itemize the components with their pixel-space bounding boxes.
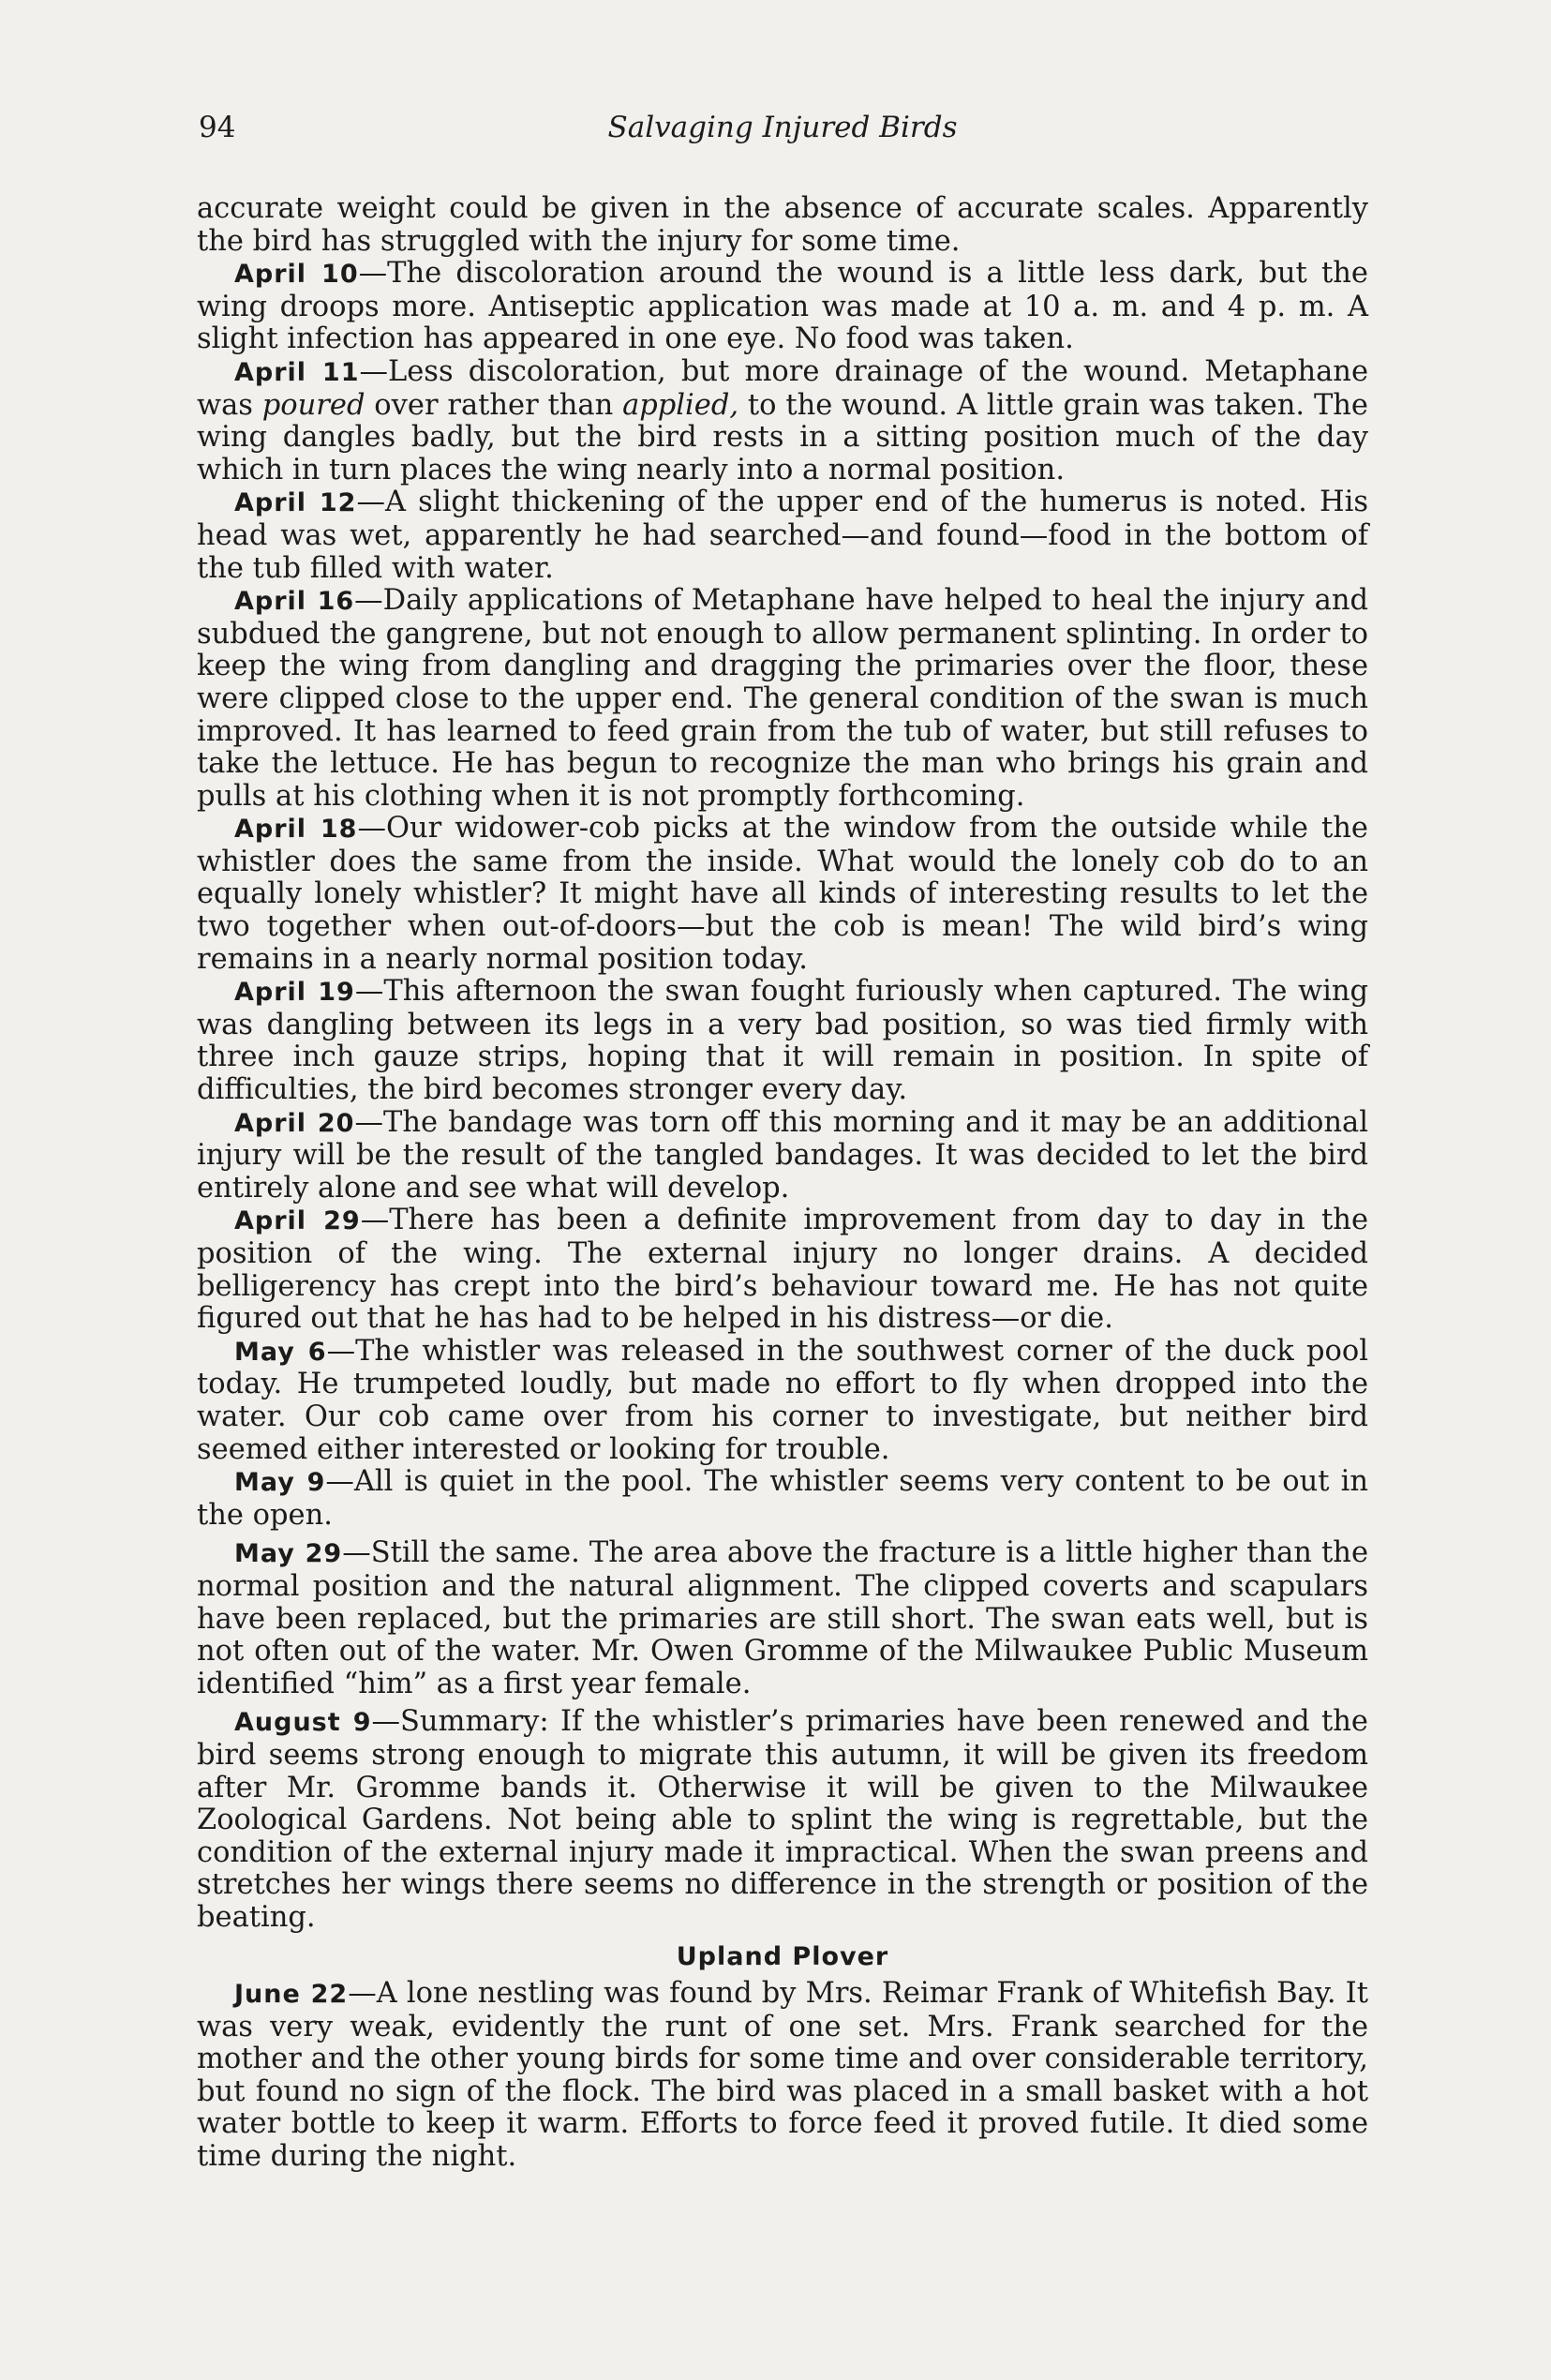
entry-april-18 bbox=[197, 813, 1368, 976]
entry-text: —The bandage was torn off this morning and it may be an additional injury will be the result of the tangled bandages. It was decided to let the bird entirely alone and see what will develop. bbox=[197, 1105, 1368, 1205]
entry-date: June 22 bbox=[234, 1980, 349, 2010]
entry-text: —The discoloration around the wound is a little less dark, but the wing droops more. Antiseptic application was made at 10 a. m. and 4 p. m. A slight infection has appeared in one eye. No food was taken. bbox=[197, 257, 1368, 356]
entry-april-16 bbox=[197, 585, 1368, 813]
entry-text: —All is quiet in the pool. The whistler seems very content to be out in the open. bbox=[197, 1465, 1368, 1532]
entry-april-19 bbox=[197, 976, 1368, 1106]
entry-text: —Daily applications of Metaphane have helped to heal the injury and subdued the gangrene, but not enough to allow permanent splinting. In order to keep the wing from dangling and dragging the primaries over the floor, these were clipped close to the upper end. The general condition of the swan is much improved. It has learned to feed grain from the tub of water, but still refuses to take the lettuce. He has begun to recognize the man who brings his grain and pulls at his clothing when it is not promptly forthcoming. bbox=[197, 584, 1368, 813]
entry-date: April 10 bbox=[234, 260, 359, 290]
entry-date: August 9 bbox=[234, 1708, 372, 1738]
entry-text: over rather than bbox=[365, 388, 623, 422]
entry-text: —The whistler was released in the southwest corner of the duck pool today. He trumpeted loudly, but made no effort to fly when dropped into the water. Our cob came over from his corner to investigate, but neither bird seemed either interested or looking for trouble. bbox=[197, 1334, 1368, 1466]
entry-april-29 bbox=[197, 1205, 1368, 1335]
entry-date: April 12 bbox=[234, 488, 357, 518]
entry-date: April 19 bbox=[234, 978, 355, 1008]
entry-emphasis: applied, bbox=[622, 388, 739, 422]
intro-paragraph bbox=[197, 193, 1368, 258]
entry-text: —Summary: If the whistler’s primaries have been renewed and the bird seems strong enough to migrate this autumn, it will be given its freedom after Mr. Gromme bands it. Otherwise it will be given to the Milwaukee Zoological Gardens. Not being able to splint the wing is regrettable, but the condition of the external injury made it impractical. When the swan preens and stretches her wings there seems no difference in the strength or position of the beating. bbox=[197, 1705, 1368, 1934]
entry-date: May 9 bbox=[234, 1468, 326, 1498]
entry-date: April 18 bbox=[234, 815, 358, 845]
section-heading: Upland Plover bbox=[676, 1942, 889, 1972]
entry-text: —There has been a definite improvement from day to day in the position of the wing. The external injury no longer drains. A decided belligerency has crept into the bird’s behaviour toward me. He has not quite figured out that he has had to be helped in his distress—or die. bbox=[197, 1204, 1368, 1336]
entry-date: May 6 bbox=[234, 1337, 327, 1367]
intro-text: accurate weight could be given in the absence of accurate scales. Apparently the bird has struggled with the injury for some time. bbox=[197, 192, 1368, 258]
entry-may-29 bbox=[197, 1537, 1368, 1700]
page-number: 94 bbox=[199, 111, 236, 144]
entry-may-6 bbox=[197, 1336, 1368, 1466]
entry-august-9 bbox=[197, 1706, 1368, 1934]
entry-april-10 bbox=[197, 258, 1368, 356]
entry-may-9 bbox=[197, 1466, 1368, 1532]
entry-april-12 bbox=[197, 486, 1368, 585]
entry-date: April 20 bbox=[234, 1108, 355, 1138]
entry-text: —This afternoon the swan fought furiously when captured. The wing was dangling between its legs in a very bad position, so was tied firmly with three inch gauze strips, hoping that it will remain in position. In spite of difficulties, the bird becomes stronger every day. bbox=[197, 975, 1369, 1107]
entry-text: to the wound. A little grain was taken. The wing dangles badly, but the bird rests in a sitting position much of the day which in turn places the wing nearly into a normal position. bbox=[197, 388, 1368, 486]
entry-text: —Still the same. The area above the fracture is a little higher than the normal position and the natural alignment. The clipped coverts and scapulars have been replaced, but the primaries are still short. The swan eats well, but is not often out of the water. Mr. Owen Gromme of the Milwaukee Public Museum identified “him” as a first year female. bbox=[197, 1536, 1368, 1700]
entry-emphasis: poured bbox=[261, 388, 365, 422]
entry-april-11 bbox=[197, 356, 1368, 486]
running-title: Salvaging Injured Birds bbox=[607, 111, 958, 144]
entry-date: April 29 bbox=[234, 1206, 361, 1236]
entry-date: April 16 bbox=[234, 587, 355, 617]
entry-text: —Less discoloration, but more drainage of the wound. Metaphane was bbox=[197, 354, 1368, 422]
running-head bbox=[199, 111, 1366, 154]
entry-june-22 bbox=[197, 1978, 1368, 2174]
body-text bbox=[197, 193, 1368, 2174]
entry-text: —A lone nestling was found by Mrs. Reimar Frank of Whitefish Bay. It was very weak, evidently the runt of one set. Mrs. Frank searched for the mother and the other young birds for some time and over considerable territory, but found no sign of the flock. The bird was placed in a small basket with a hot water bottle to keep it warm. Efforts to force feed it proved futile. It died some time during the night. bbox=[197, 1977, 1368, 2174]
entry-text: —A slight thickening of the upper end of the humerus is noted. His head was wet, apparently he had searched—and found—food in the bottom of the tub filled with water. bbox=[197, 486, 1368, 585]
entry-date: April 11 bbox=[234, 357, 360, 387]
entry-april-20 bbox=[197, 1107, 1368, 1205]
entry-date: May 29 bbox=[234, 1539, 343, 1569]
entry-text: —Our widower-cob picks at the window from the outside while the whistler does the same from the inside. What would the lonely cob do to an equally lonely whistler? It might have all kinds of interesting results to let the two together when out-of-doors—but the cob is mean! The wild bird’s wing remains in a nearly normal position today. bbox=[197, 812, 1368, 976]
